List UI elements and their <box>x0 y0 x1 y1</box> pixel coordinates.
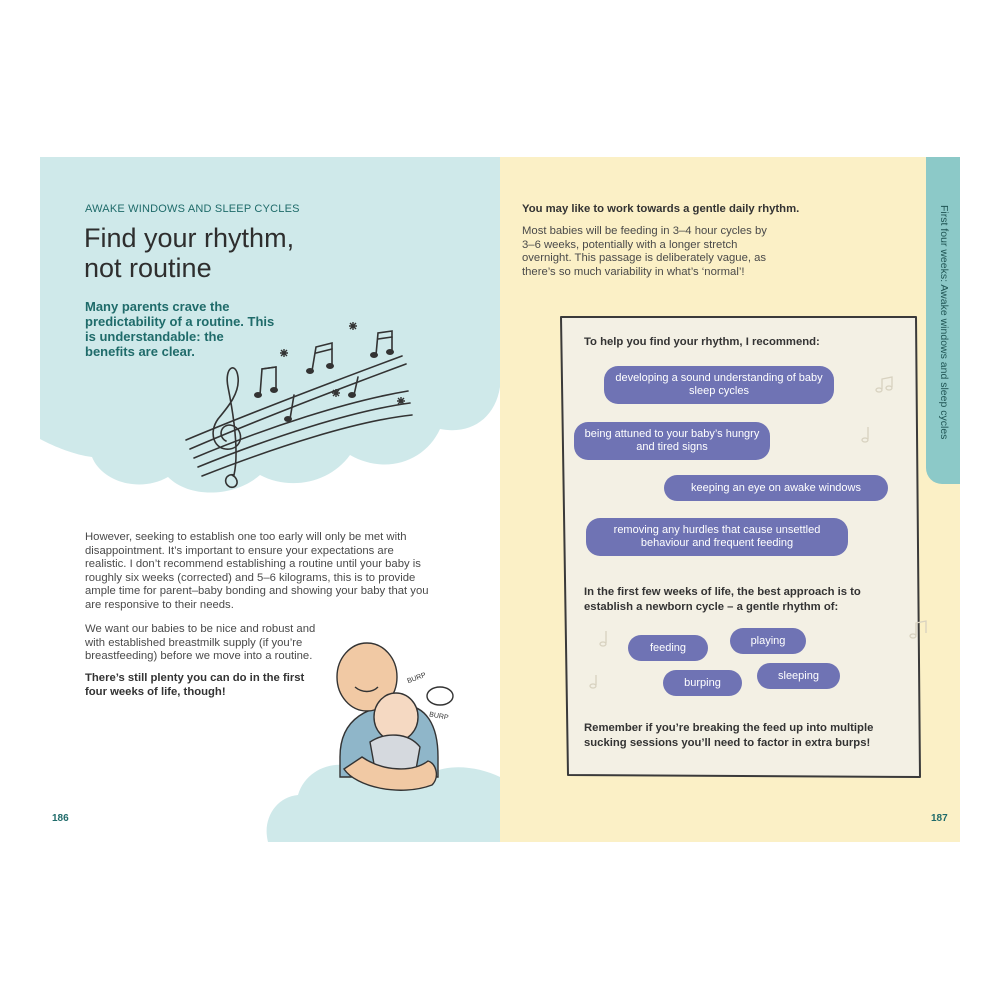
page-title <box>84 223 384 283</box>
book-spread <box>40 157 960 842</box>
section-kicker: AWAKE WINDOWS AND SLEEP CYCLES <box>85 203 300 215</box>
title-line-2: not routine <box>84 253 212 283</box>
page-number-right: 187 <box>931 813 948 824</box>
cycle-pill-playing: playing <box>730 628 806 654</box>
cycle-pill-feeding: feeding <box>628 635 708 661</box>
recommendation-pill: developing a sound understanding of baby sleep cycles <box>604 366 834 404</box>
cycle-pill-sleeping: sleeping <box>757 663 840 689</box>
box-heading: To help you find your rhythm, I recommend: <box>584 336 820 348</box>
body-text: Most babies will be feeding in 3–4 hour cycles by 3–6 weeks, potentially with a longer stretch overnight. This passage is deliberately vague, as there’s so much variability in what’s ‘normal’! <box>522 225 767 278</box>
title-line-1: Find your rhythm, <box>84 223 295 253</box>
right-page <box>500 157 960 842</box>
page-number-left: 186 <box>52 813 69 824</box>
lead-text: You may like to work towards a gentle daily rhythm. <box>522 203 800 215</box>
recommendation-pill: removing any hurdles that cause unsettled behaviour and frequent feeding <box>586 518 848 556</box>
burp-label-1: BURP <box>406 671 428 686</box>
approach-text: In the first few weeks of life, the best approach is to establish a newborn cycle – a gentle rhythm of: <box>584 586 861 613</box>
body-paragraph-1: However, seeking to establish one too early will only be met with disappointment. It’s important to ensure your expectations are realistic. I don’t recommend establishing a routine until your baby is roughly six weeks (corrected) and 5–6 kilograms, this is to provide ample time for parent–baby bonding and showing your baby that you are responsive to their needs. <box>85 531 429 611</box>
burp-label-2: BURP <box>428 711 449 722</box>
left-page <box>40 157 500 842</box>
remember-text: Remember if you’re breaking the feed up into multiple sucking sessions you’ll need to factor in extra burps! <box>584 722 874 749</box>
body-paragraph-2: We want our babies to be nice and robust and with established breastmilk supply (if you’re breastfeeding) before we move into a routine. <box>85 623 316 662</box>
recommendation-pill: keeping an eye on awake windows <box>664 475 888 501</box>
recommendation-pill: being attuned to your baby’s hungry and tired signs <box>574 422 770 460</box>
intro-text: Many parents crave the predictability of a routine. This is understandable: the benefits are clear. <box>85 299 275 359</box>
chapter-side-label: First four weeks: Awake windows and sleep cycles <box>938 205 950 440</box>
cycle-pill-burping: burping <box>663 670 742 696</box>
body-paragraph-3: There’s still plenty you can do in the first four weeks of life, though! <box>85 672 305 698</box>
